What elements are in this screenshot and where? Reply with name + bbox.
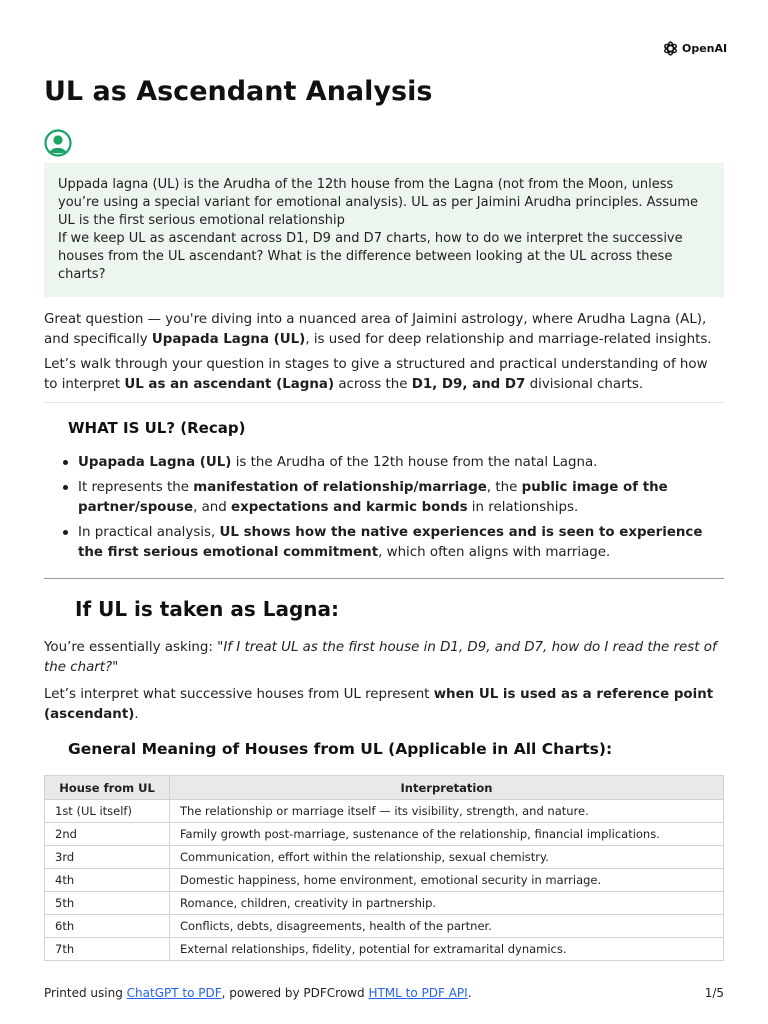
interpretation-cell: Conflicts, debts, disagreements, health of the partner. [170,915,724,938]
intro-paragraph-1: Great question — you're diving into a nuanced area of Jaimini astrology, where Arudha Lagna (AL), and specifically Upapada Lagna (UL), is used for deep relationship and marriage-related insights. [44,312,712,347]
table-row [45,892,724,915]
table-row [45,846,724,869]
page-number: 1/5 [704,986,724,1000]
houses-table [44,775,724,961]
section-paragraph-1: You’re essentially asking: "If I treat UL as the first house in D1, D9, and D7, how do I read the rest of the chart?" [44,640,717,675]
house-cell: 7th [45,938,170,961]
section-paragraph-2: Let’s interpret what successive houses from UL represent when UL is used as a reference point (ascendant). [44,687,714,722]
print-footer: Printed using ChatGPT to PDF, powered by PDFCrowd HTML to PDF API. 1/5 [44,986,724,1000]
interpretation-cell: Domestic happiness, home environment, emotional security in marriage. [170,869,724,892]
interpretation-cell: Romance, children, creativity in partnership. [170,892,724,915]
list-item: In practical analysis, UL shows how the native experiences and is seen to experience the first serious emotional commitment, which often aligns with marriage. [62,523,722,563]
recap-heading: WHAT IS UL? (Recap) [68,419,246,437]
interpretation-cell: External relationships, fidelity, potential for extramarital dynamics. [170,938,724,961]
house-cell: 2nd [45,823,170,846]
column-header-interpretation: Interpretation [170,776,724,800]
intro-paragraph-2: Let’s walk through your question in stages to give a structured and practical understanding of how to interpret UL as an ascendant (Lagna) across the D1, D9, and D7 divisional charts. [44,357,708,392]
table-heading: General Meaning of Houses from UL (Applicable in All Charts): [68,740,613,758]
house-cell: 3rd [45,846,170,869]
chatgpt-to-pdf-link[interactable]: ChatGPT to PDF [126,986,222,1000]
house-cell: 4th [45,869,170,892]
brand-name: OpenAI [682,42,728,55]
divider [44,402,724,403]
list-item: It represents the manifestation of relationship/marriage, the public image of the partner/spouse, and expectations and karmic bonds in relationships. [62,478,722,518]
html-to-pdf-api-link[interactable]: HTML to PDF API [368,986,468,1000]
prompt-line-2: If we keep UL as ascendant across D1, D9 and D7 charts, how to do we interpret the successive houses from the UL ascendant? What is the difference between looking at the UL across these charts? [58,231,683,282]
table-row [45,823,724,846]
section-divider [44,578,724,579]
openai-knot-icon [662,40,679,57]
interpretation-cell: Family growth post-marriage, sustenance of the relationship, financial implications. [170,823,724,846]
section-heading: If UL is taken as Lagna: [75,597,340,621]
table-row [45,938,724,961]
recap-list [62,453,722,568]
page-title: UL as Ascendant Analysis [44,76,433,107]
house-cell: 6th [45,915,170,938]
column-header-house: House from UL [45,776,170,800]
house-cell: 5th [45,892,170,915]
table-header-row [45,776,724,800]
user-avatar-icon [44,129,72,157]
openai-logo [662,40,727,57]
house-cell: 1st (UL itself) [45,800,170,823]
interpretation-cell: Communication, effort within the relationship, sexual chemistry. [170,846,724,869]
table-row [45,869,724,892]
interpretation-cell: The relationship or marriage itself — its visibility, strength, and nature. [170,800,724,823]
prompt-line-1: Uppada lagna (UL) is the Arudha of the 12th house from the Lagna (not from the Moon, unless you’re using a special variant for emotional analysis). UL as per Jaimini Arudha principles. Assume UL is the first serious emotional relationship [58,177,698,228]
user-prompt [44,163,724,297]
table-row [45,915,724,938]
table-row [45,800,724,823]
list-item: Upapada Lagna (UL) is the Arudha of the 12th house from the natal Lagna. [62,453,722,473]
